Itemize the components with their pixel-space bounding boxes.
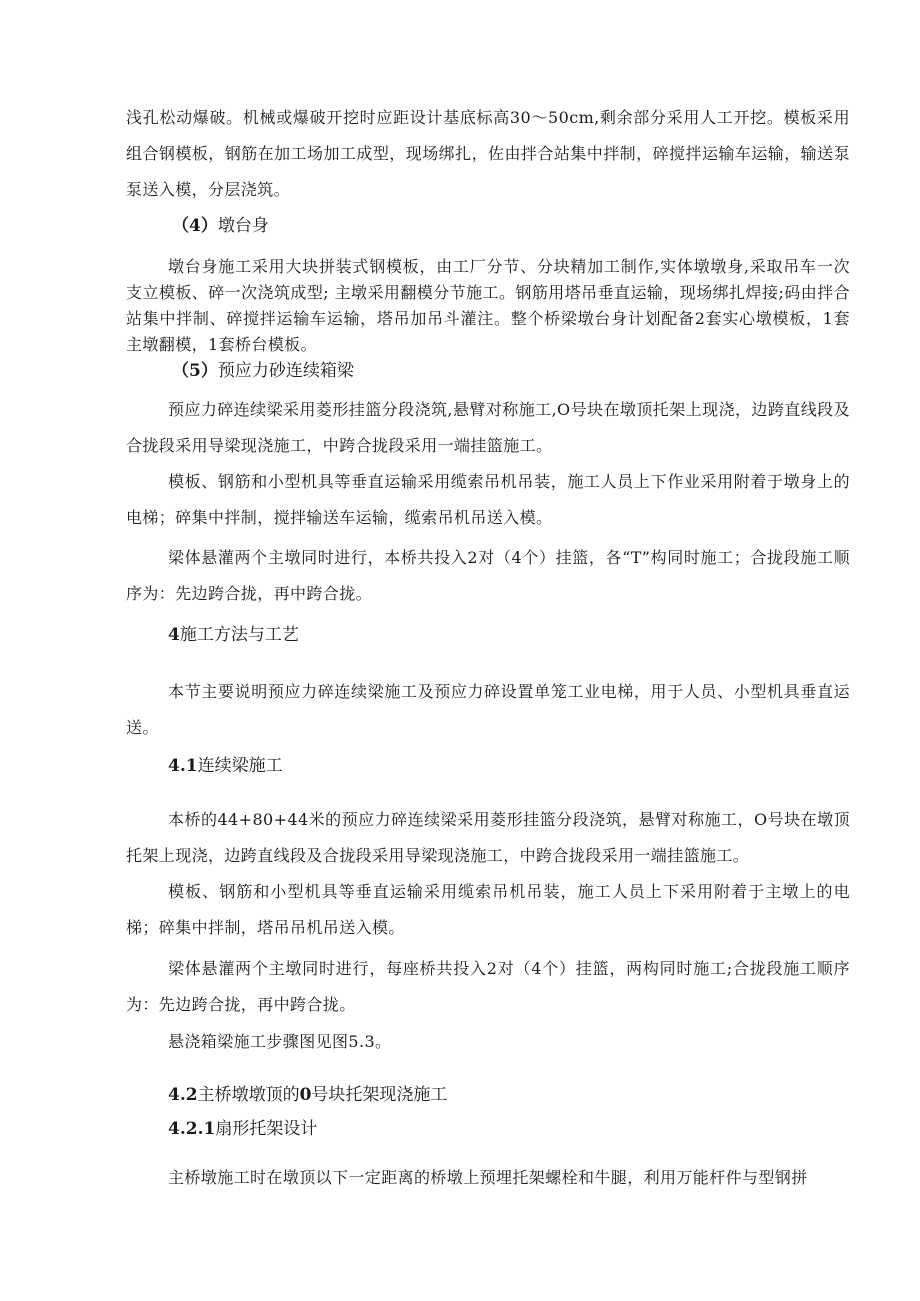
subheading-title: 预应力砂连续箱梁 — [217, 361, 354, 381]
subheading-5 — [0, 356, 920, 386]
paragraph-continuous-beam-1: 本桥的44+80+44米的预应力碎连续梁采用菱形挂篮分段浇筑，悬臂对称施工，O号块在墩顶托架上现浇，边跨直线段及合拢段采用导梁现浇施工，中跨合拢段采用一端挂篮施工。 — [126, 810, 850, 865]
paragraph-excavation: 浅孔松动爆破。机械或爆破开挖时应距设计基底标高30～50cm,剩余部分采用人工开挖。模板采用组合钢模板，钢筋在加工场加工成型，现场绑扎，佐由拌合站集中拌制，碎搅拌运输车运输，输送泵泵送入模，分层浇筑。 — [126, 108, 850, 199]
paragraph-section-4: 本节主要说明预应力碎连续梁施工及预应力碎设置单笼工业电梯，用于人员、小型机具垂直运送。 — [126, 682, 850, 737]
section-number: 4.2 — [168, 1085, 198, 1105]
section-title: 扇形托架设计 — [215, 1119, 318, 1139]
section-heading-4-2 — [0, 1080, 920, 1110]
section-number: 4.1 — [168, 756, 198, 776]
paragraph-bracket-design: 主桥墩施工时在墩顶以下一定距离的桥墩上预埋托架螺栓和牛腿，利用万能杆件与型钢拼 — [168, 1168, 808, 1187]
paragraph-box-girder-2: 模板、钢筋和小型机具等垂直运输采用缆索吊机吊装，施工人员上下作业采用附着于墩身上的电梯；碎集中拌制，搅拌输送车运输，缆索吊机吊送入模。 — [126, 472, 850, 527]
paragraph-pier-body: 墩台身施工采用大块拼装式钢模板，由工厂分节、分块精加工制作,实体墩墩身,采取吊车一次支立模板、碎一次浇筑成型; 主墩采用翻模分节施工。钢筋用塔吊垂直运输，现场绑扎焊接;码由拌合站集中拌制、碎搅拌运输车运输，塔吊加吊斗灌注。整个桥梁墩台身计划配备2套实心墩模板，1套主墩翻模，1套桥台模板。 — [126, 257, 850, 354]
section-title-part: 主桥墩墩顶的 — [197, 1085, 300, 1105]
paragraph-continuous-beam-3: 梁体悬灌两个主墩同时进行，每座桥共投入2对（4个）挂篮，两构同时施工;合拢段施工顺序为：先边跨合拢，再中跨合拢。 — [126, 959, 850, 1014]
section-title: 施工方法与工艺 — [179, 625, 299, 645]
subheading-4 — [0, 211, 920, 241]
section-heading-4 — [0, 620, 920, 650]
paragraph-figure-reference: 悬浇箱梁施工步骤图见图5.3。 — [168, 1032, 392, 1051]
section-heading-4-2-1 — [0, 1114, 920, 1144]
subheading-title: 墩台身 — [217, 216, 269, 236]
subheading-number: （5） — [172, 361, 218, 381]
section-title: 连续梁施工 — [197, 756, 283, 776]
section-title-part: 号块托架现浇施工 — [311, 1085, 448, 1105]
section-title-bold-number: 0 — [299, 1085, 312, 1105]
subheading-number: （4） — [172, 216, 218, 236]
section-number: 4 — [168, 625, 180, 645]
section-heading-4-1 — [0, 751, 920, 781]
paragraph-box-girder-1: 预应力碎连续梁采用菱形挂篮分段浇筑,悬臂对称施工,O号块在墩顶托架上现浇，边跨直线段及合拢段采用导梁现浇施工，中跨合拢段采用一端挂篮施工。 — [126, 400, 850, 455]
section-number: 4.2.1 — [168, 1119, 216, 1139]
paragraph-continuous-beam-2: 模板、钢筋和小型机具等垂直运输采用缆索吊机吊装，施工人员上下采用附着于主墩上的电梯；碎集中拌制，塔吊吊机吊送入模。 — [126, 882, 850, 937]
paragraph-box-girder-3: 梁体悬灌两个主墩同时进行，本桥共投入2对（4个）挂篮，各“T”构同时施工；合拢段施工顺序为：先边跨合拢，再中跨合拢。 — [126, 548, 850, 603]
